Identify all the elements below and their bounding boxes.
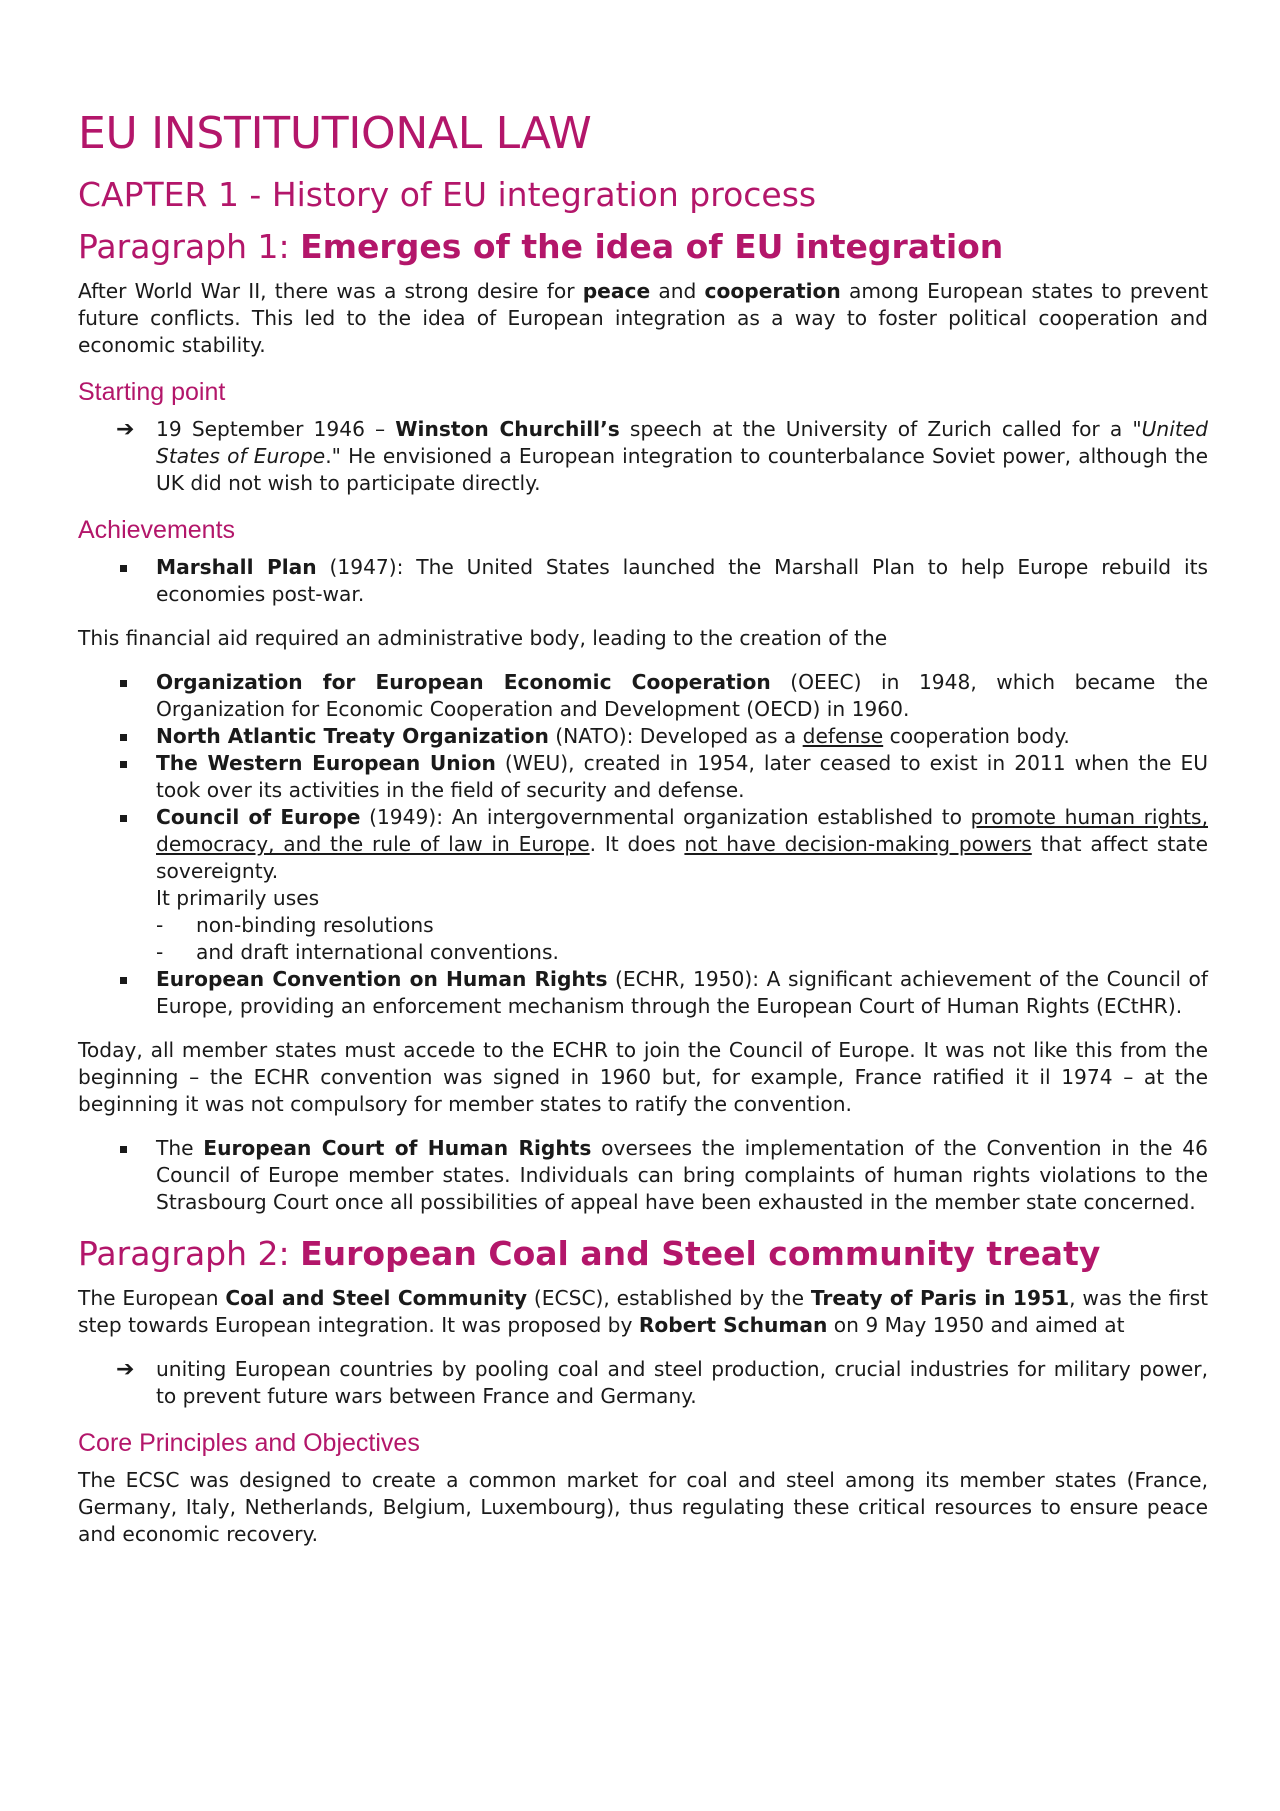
document-page bbox=[78, 108, 1208, 1565]
paragraph-2-heading bbox=[78, 1233, 1208, 1275]
chapter-heading: CAPTER 1 - History of EU integration process bbox=[78, 175, 817, 214]
list-item: ➔ 19 September 1946 – Winston Churchill’s speech at the University of Zurich called for a "United States of Europe." He envisioned a European integration to counterbalance Soviet power, although the UK did not wish to participate directly. bbox=[116, 417, 1208, 495]
document-title: EU INSTITUTIONAL LAW bbox=[78, 108, 592, 159]
list-item: Council of Europe (1949): An intergovernmental organization established to promote human rights, democracy, and the rule of law in Europe. It does not have decision-making powers that affect state sovereignty. It primarily uses - non-binding resolutions - and draft international conventions. bbox=[78, 804, 1208, 966]
list-item: European Convention on Human Rights (ECHR, 1950): A significant achievement of the Council of Europe, providing an enforcement mechanism through the European Court of Human Rights (ECtHR). bbox=[78, 966, 1208, 1020]
arrow-right-icon: ➔ bbox=[116, 1357, 135, 1382]
paragraph-1-heading bbox=[78, 226, 1208, 268]
list-item: The Western European Union (WEU), created in 1954, later ceased to exist in 2011 when the EU took over its activities in the field of security and defense. bbox=[78, 750, 1208, 804]
core-principles-heading: Core Principles and Objectives bbox=[78, 1429, 420, 1457]
core-principles-text: The ECSC was designed to create a common market for coal and steel among its member states (France, Germany, Italy, Netherlands, Belgium, Luxembourg), thus regulating these critical resources to ensure peace and economic recovery. bbox=[78, 1468, 1208, 1546]
achievements-heading: Achievements bbox=[78, 516, 236, 544]
starting-point-list bbox=[78, 416, 1208, 497]
list-item: The European Court of Human Rights oversees the implementation of the Convention in the 46 Council of Europe member states. Individuals can bring complaints of human rights violations to the Strasbourg Court once all possibilities of appeal have been exhausted in the member state concerned. bbox=[78, 1135, 1208, 1216]
aim-list bbox=[78, 1356, 1208, 1410]
paragraph-1-intro: After World War II, there was a strong desire for peace and cooperation among European states to prevent future conflicts. This led to the idea of European integration as a way to foster political cooperation and economic stability. bbox=[78, 279, 1208, 357]
organizations-list bbox=[78, 669, 1208, 1020]
paragraph-2-label: Paragraph 2: bbox=[78, 1234, 301, 1273]
paragraph-2-intro: The European Coal and Steel Community (ECSC), established by the Treaty of Paris in 1951, was the first step towards European integration. It was proposed by Robert Schuman on 9 May 1950 and aimed at bbox=[78, 1286, 1208, 1337]
list-item: Marshall Plan (1947): The United States launched the Marshall Plan to help Europe rebuild its economies post-war. bbox=[78, 554, 1208, 608]
financial-aid-text: This financial aid required an administrative body, leading to the creation of the bbox=[78, 626, 888, 650]
coe-uses: It primarily uses bbox=[156, 886, 320, 910]
list-item: ➔ uniting European countries by pooling coal and steel production, crucial industries for military power, to prevent future wars between France and Germany. bbox=[116, 1357, 1208, 1408]
achievements-list bbox=[78, 554, 1208, 608]
square-bullet-icon bbox=[120, 815, 127, 822]
today-text: Today, all member states must accede to the ECHR to join the Council of Europe. It was not like this from the beginning – the ECHR convention was signed in 1960 but, for example, France ratified it il 1974 – at the beginning it was not compulsory for member states to ratify the convention. bbox=[78, 1038, 1208, 1116]
square-bullet-icon bbox=[120, 565, 127, 572]
square-bullet-icon bbox=[120, 761, 127, 768]
square-bullet-icon bbox=[120, 734, 127, 741]
court-list bbox=[78, 1135, 1208, 1216]
dash-item: - and draft international conventions. bbox=[156, 940, 559, 964]
paragraph-1-title: Emerges of the idea of EU integration bbox=[300, 227, 1004, 266]
paragraph-1-label: Paragraph 1: bbox=[78, 227, 301, 266]
square-bullet-icon bbox=[120, 977, 127, 984]
paragraph-2-title: European Coal and Steel community treaty bbox=[300, 1234, 1101, 1273]
list-item: Organization for European Economic Cooperation (OEEC) in 1948, which became the Organization for Economic Cooperation and Development (OECD) in 1960. bbox=[78, 669, 1208, 723]
dash-item: - non-binding resolutions bbox=[156, 913, 434, 937]
list-item: North Atlantic Treaty Organization (NATO): Developed as a defense cooperation body. bbox=[78, 723, 1208, 750]
arrow-right-icon: ➔ bbox=[116, 417, 135, 442]
square-bullet-icon bbox=[120, 1146, 127, 1153]
starting-point-heading: Starting point bbox=[78, 378, 226, 406]
square-bullet-icon bbox=[120, 680, 127, 687]
